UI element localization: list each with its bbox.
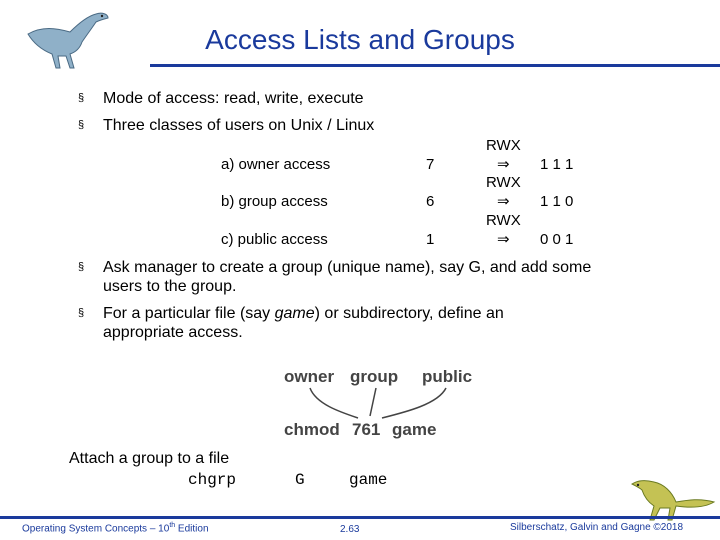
footer-edition [22, 522, 209, 534]
footer-page-number: 2.63 [340, 524, 360, 535]
diagram-group: group [350, 367, 399, 386]
title-rule [150, 64, 720, 67]
connector-group [370, 388, 376, 416]
access-rwx-group: RWX [486, 174, 521, 191]
diagram-game: game [392, 420, 437, 439]
chgrp-command: chgrp [188, 471, 237, 489]
page-title: Access Lists and Groups [205, 24, 515, 55]
bullet-access-modes: Mode of access: read, write, execute [103, 90, 364, 107]
arrow-group: ⇒ [497, 193, 510, 210]
bullet-define-access-post: ) or subdirectory, define an appropriate access. [103, 305, 504, 341]
bullet-user-classes: Three classes of users on Unix / Linux [103, 117, 375, 134]
bullet-marker: § [78, 307, 85, 319]
access-bits-owner: 1 1 1 [540, 156, 574, 173]
bullet-define-access-pre: For a particular file (say [103, 305, 275, 322]
access-bits-public: 0 0 1 [540, 231, 574, 248]
diagram-owner: owner [284, 367, 335, 386]
footer-rule [0, 516, 720, 519]
footer-authors: Silberschatz, Galvin and Gagne ©2018 [510, 522, 684, 533]
diagram-761: 761 [352, 420, 381, 439]
access-rwx-owner: RWX [486, 137, 521, 154]
arrow-public: ⇒ [497, 231, 510, 248]
connector-public [382, 388, 446, 418]
bullet-marker: § [78, 92, 85, 104]
dinosaur-logo-bottom [616, 458, 716, 522]
diagram-chmod: chmod [284, 420, 340, 439]
chgrp-group: G [295, 471, 305, 489]
access-label-public: c) public access [221, 231, 328, 248]
footer-edition-pre: Operating System Concepts – 10 [22, 523, 170, 535]
bullet-define-access [103, 304, 583, 342]
chmod-diagram [276, 360, 486, 444]
bullet-define-access-em: game [274, 305, 315, 322]
footer-edition-post: Edition [175, 523, 209, 535]
connector-owner [310, 388, 358, 418]
bullet-marker: § [78, 261, 85, 273]
access-bits-group: 1 1 0 [540, 193, 574, 210]
access-value-public: 1 [426, 231, 435, 248]
chgrp-file: game [349, 471, 388, 489]
attach-label: Attach a group to a file [69, 450, 230, 467]
arrow-owner: ⇒ [497, 156, 510, 173]
diagram-public: public [422, 367, 473, 386]
access-label-group: b) group access [221, 193, 328, 210]
access-value-group: 6 [426, 193, 435, 210]
access-label-owner: a) owner access [221, 156, 331, 173]
access-rwx-public: RWX [486, 212, 521, 229]
footer-edition-sup: th [169, 522, 176, 529]
bullet-create-group: Ask manager to create a group (unique name), say G, and add some users to the group. [103, 259, 592, 295]
bullet-marker: § [78, 119, 85, 131]
access-value-owner: 7 [426, 156, 435, 173]
